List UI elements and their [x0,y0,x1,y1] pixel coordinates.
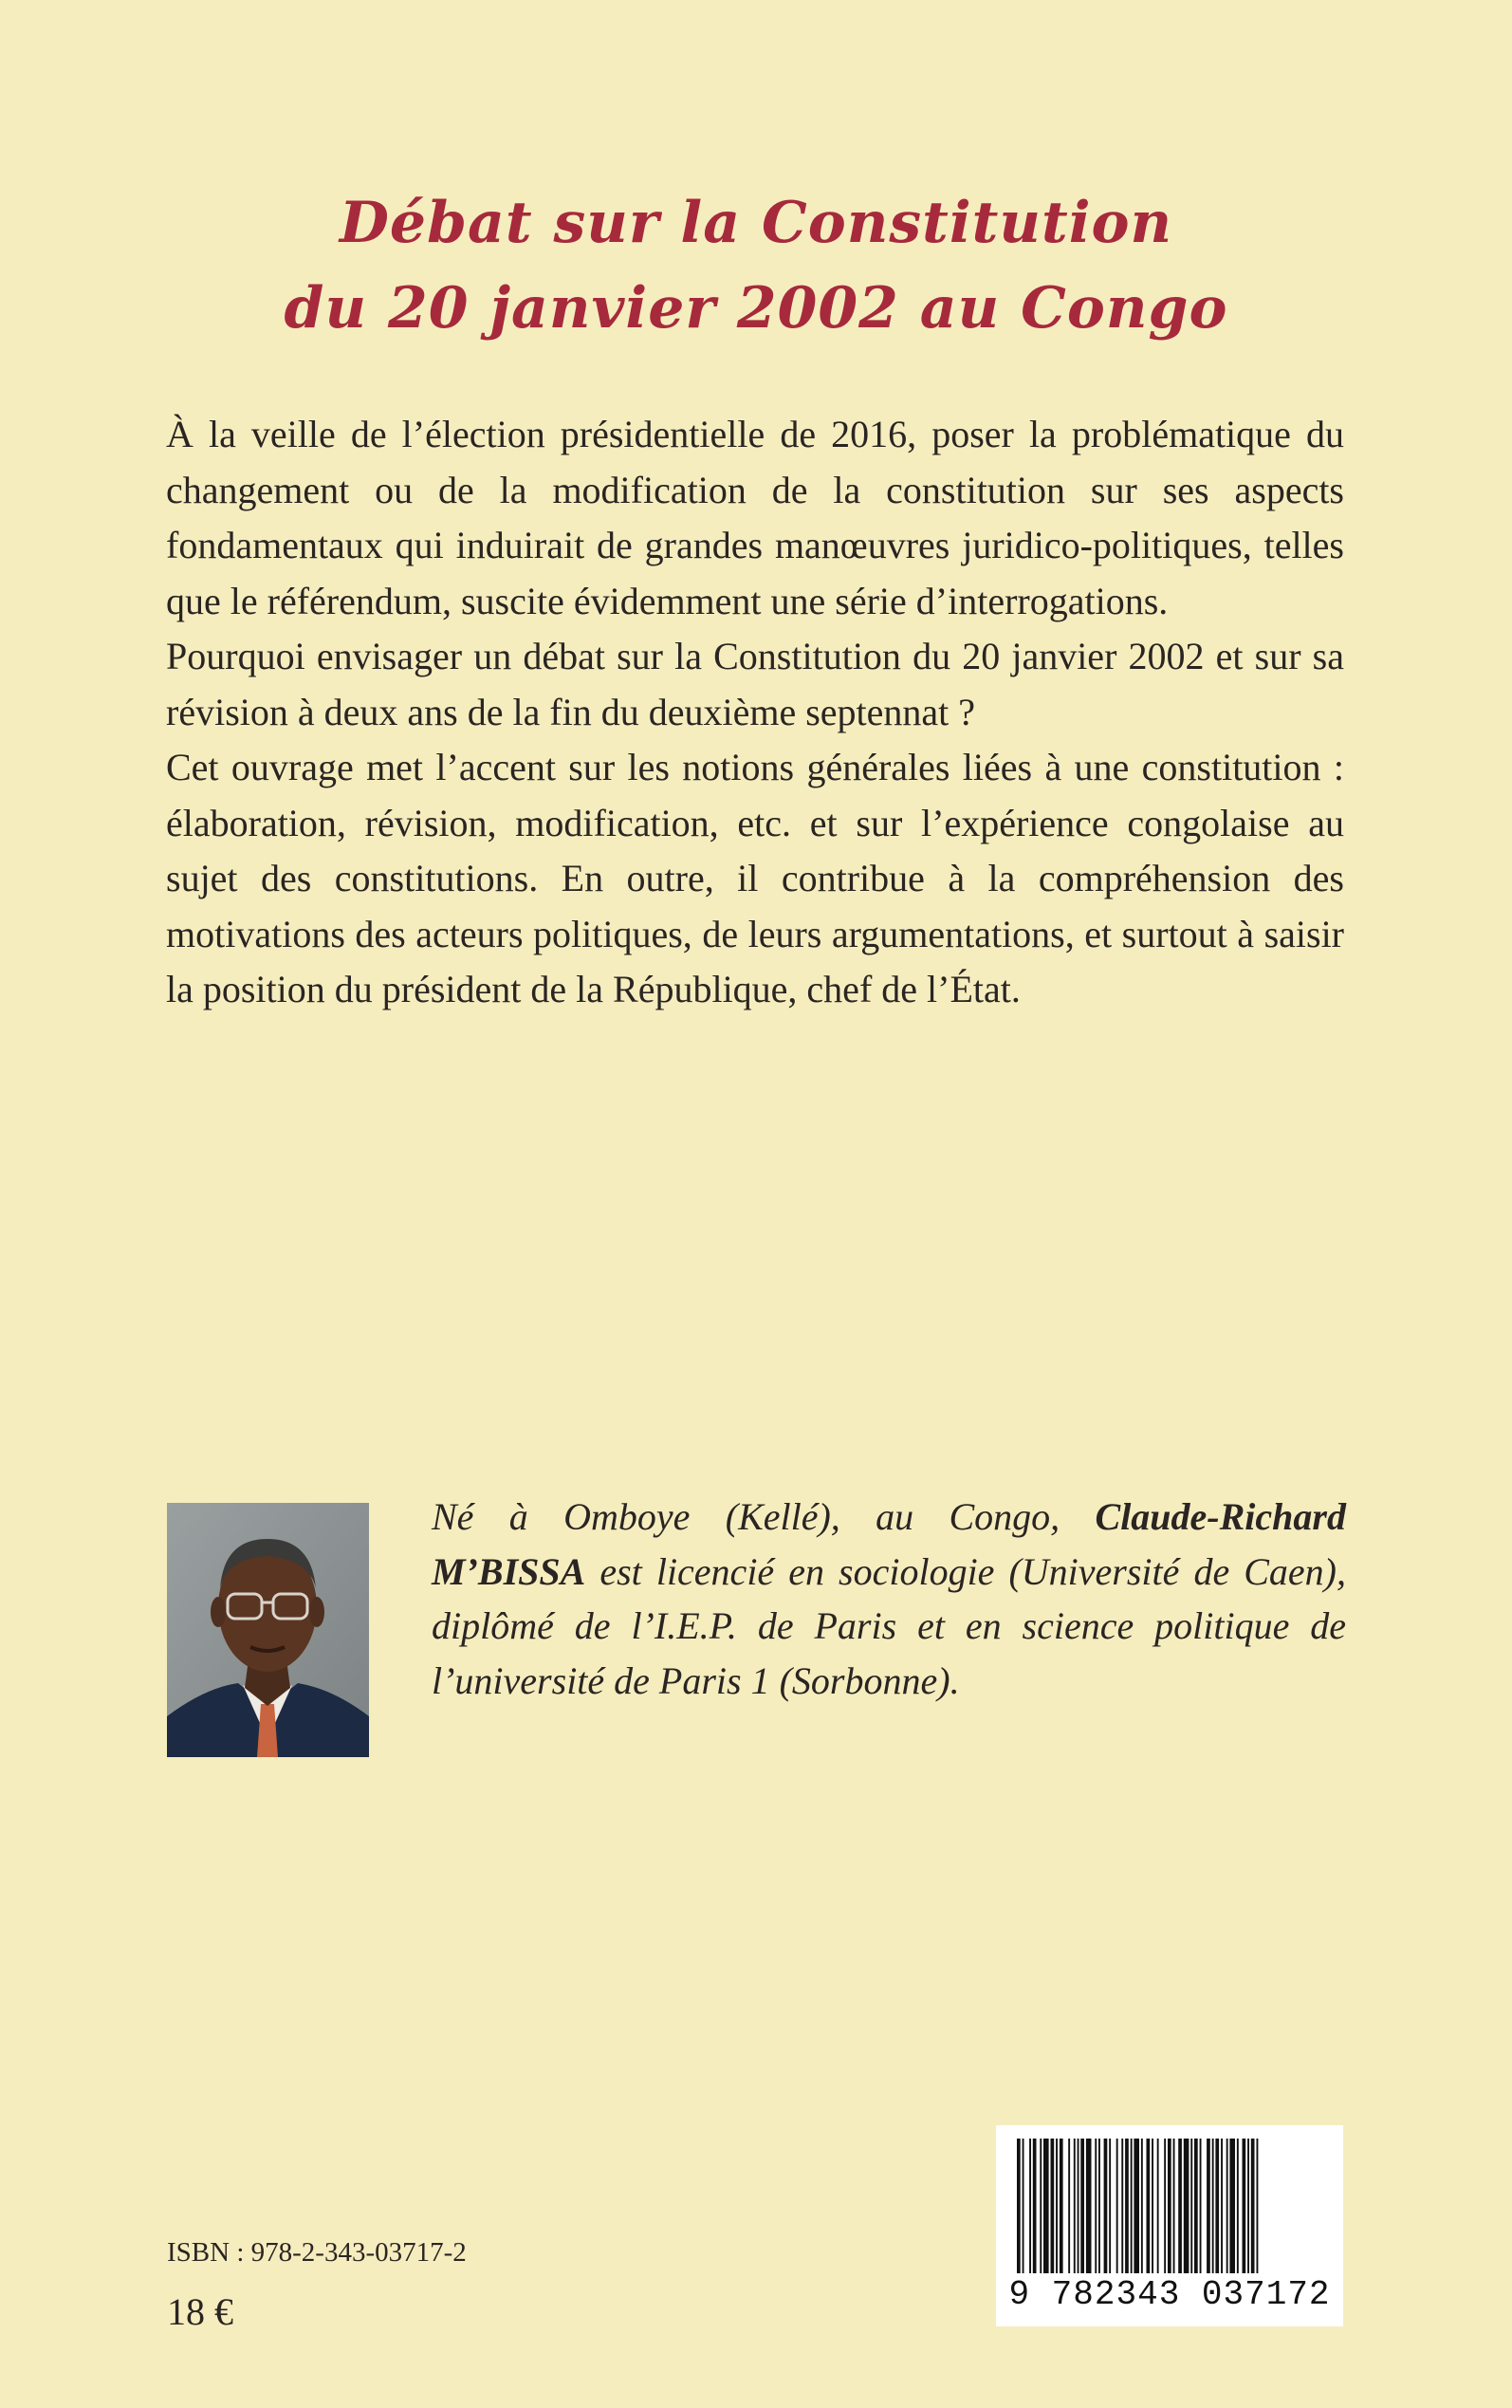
bio-intro: Né à Omboye (Kellé), au Congo, [432,1495,1096,1538]
summary-paragraph: Cet ouvrage met l’accent sur les notions générales liées à une constitution : élaboration, révision, modification, etc. et sur l’expérience congolaise au sujet des constitutions. En outre, il contribue à la compréhension des motivations des acteurs politiques, de leurs argumentations, et surtout à saisir la position du président de la République, chef de l’État. [166,746,1344,1010]
title-line-2: du 20 janvier 2002 au Congo [284,275,1228,342]
title-line-1: Débat sur la Constitution [339,190,1173,256]
bio-details: est licencié en sociologie (Université de Caen), diplômé de l’I.E.P. de Paris et en science politique de l’université de Paris 1 (Sorbonne). [432,1549,1346,1702]
book-title [0,180,1512,351]
author-bio [432,1490,1346,1708]
barcode [996,2125,1343,2326]
summary-text [166,407,1344,1018]
isbn: ISBN : 978-2-343-03717-2 [167,2237,467,2268]
author-name: Claude-Richard M’BISSA [432,1495,1346,1593]
price: 18 € [167,2290,233,2333]
summary-paragraph: Pourquoi envisager un débat sur la Constitution du 20 janvier 2002 et sur sa révision à deux ans de la fin du deuxième septennat ? [166,635,1344,733]
barcode-number: 9 782343 037172 [1008,2275,1331,2314]
summary-paragraph: À la veille de l’élection présidentielle de 2016, poser la problématique du changement ou de la modification de la constitution sur ses aspects fondamentaux qui induirait de grandes manœuvres juridico-politiques, telles que le référendum, suscite évidemment une série d’interrogations. [166,413,1344,622]
author-photo [167,1503,369,1757]
